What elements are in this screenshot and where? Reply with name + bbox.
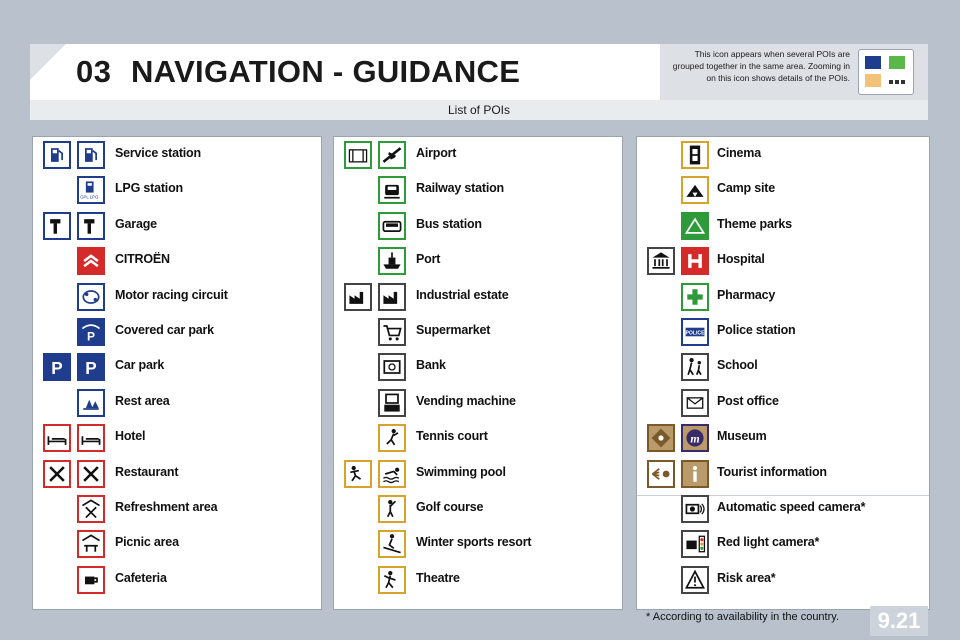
- poi-label: Airport: [416, 146, 457, 160]
- information-i-icon: [681, 460, 709, 488]
- poi-label: LPG station: [115, 181, 183, 196]
- rest-area-trees-icon: [77, 389, 105, 417]
- poi-row: [637, 351, 929, 386]
- poi-row: [33, 564, 321, 599]
- factory-icon: [344, 283, 372, 311]
- poi-label: Refreshment area: [115, 500, 218, 514]
- poi-row: [334, 281, 622, 316]
- skier-icon: [378, 530, 406, 558]
- poi-label: Service station: [115, 146, 201, 160]
- warning-triangle-icon: [681, 566, 709, 594]
- theme-park-icon: [681, 212, 709, 240]
- poi-cluster-icon: [858, 49, 914, 95]
- poi-label: Automatic speed camera*: [717, 500, 866, 514]
- poi-row: [637, 139, 929, 174]
- picnic-table-icon: [77, 530, 105, 558]
- poi-label: Swimming pool: [416, 464, 506, 479]
- poi-label: Bus station: [416, 216, 482, 231]
- poi-label: Vending machine: [416, 393, 516, 408]
- airport-terminal-icon: [344, 141, 372, 169]
- poi-row: [637, 245, 929, 280]
- poi-row: [33, 281, 321, 316]
- poi-row: [637, 174, 929, 209]
- poi-label: Supermarket: [416, 323, 491, 337]
- poi-row: [33, 493, 321, 528]
- parking-icon: [43, 353, 71, 381]
- footnote: * According to availability in the country.: [646, 611, 840, 623]
- poi-row: [334, 528, 622, 563]
- poi-row: [334, 174, 622, 209]
- poi-label: Winter sports resort: [416, 535, 532, 550]
- poi-label: Bank: [416, 358, 446, 373]
- cutlery-icon: [43, 460, 71, 488]
- poi-label: Hotel: [115, 429, 146, 444]
- poi-row: [33, 174, 321, 209]
- poi-label: Risk area*: [717, 570, 776, 585]
- lpg-pump-icon: [77, 176, 105, 204]
- poi-row: [33, 458, 321, 493]
- poi-column-2: [333, 136, 623, 610]
- poi-row: [334, 564, 622, 599]
- cutlery-icon: [77, 460, 105, 488]
- pharmacy-cross-icon: [681, 283, 709, 311]
- museum-m-icon: [681, 424, 709, 452]
- film-icon: [681, 141, 709, 169]
- poi-label: Cinema: [717, 146, 761, 160]
- poi-row: [637, 458, 929, 493]
- section-subtitle: List of POIs: [30, 100, 928, 120]
- poi-row: [637, 564, 929, 599]
- tourist-sight-icon: [647, 460, 675, 488]
- page-title: NAVIGATION - GUIDANCE: [131, 54, 521, 89]
- poi-column-1: [32, 136, 322, 610]
- poi-label: Garage: [115, 216, 157, 231]
- tent-icon: [681, 176, 709, 204]
- envelope-icon: [681, 389, 709, 417]
- poi-label: School: [717, 358, 758, 373]
- poi-label: Golf course: [416, 500, 484, 514]
- hammer-icon: [77, 212, 105, 240]
- poi-label: Covered car park: [115, 323, 214, 337]
- bus-icon: [378, 212, 406, 240]
- coffee-cup-icon: [77, 566, 105, 594]
- institution-icon: [647, 247, 675, 275]
- poi-row: [637, 422, 929, 457]
- poi-row: [334, 139, 622, 174]
- poi-row: [334, 493, 622, 528]
- poi-label: Cafeteria: [115, 570, 167, 585]
- poi-row: [637, 210, 929, 245]
- svg-text:POLICE: POLICE: [685, 330, 705, 337]
- hammer-icon: [43, 212, 71, 240]
- school-children-icon: [681, 353, 709, 381]
- poi-label: Theme parks: [717, 216, 792, 231]
- poi-row: [334, 422, 622, 457]
- bed-icon: [43, 424, 71, 452]
- bed-icon: [77, 424, 105, 452]
- poi-row: [637, 281, 929, 316]
- poi-label: Red light camera*: [717, 535, 820, 550]
- theatre-masks-icon: [378, 566, 406, 594]
- poi-row: [33, 210, 321, 245]
- poi-label: Picnic area: [115, 535, 179, 550]
- traffic-light-camera-icon: [681, 530, 709, 558]
- svg-text:P: P: [51, 358, 63, 379]
- bank-icon: [378, 353, 406, 381]
- poi-label: Restaurant: [115, 464, 179, 479]
- poi-label: Industrial estate: [416, 287, 509, 302]
- poi-label: Rest area: [115, 393, 170, 408]
- poi-label: Pharmacy: [717, 287, 776, 302]
- poi-row: [637, 493, 929, 528]
- airplane-icon: [378, 141, 406, 169]
- poi-row: [637, 387, 929, 422]
- fuel-pump-icon: [77, 141, 105, 169]
- sports-icon: [344, 460, 372, 488]
- poi-label: Railway station: [416, 181, 504, 196]
- museum-diamond-icon: [647, 424, 675, 452]
- poi-label: Museum: [717, 429, 767, 444]
- racing-circuit-icon: [77, 283, 105, 311]
- poi-label: Port: [416, 252, 441, 267]
- poi-row: [33, 528, 321, 563]
- svg-text:GPL LPG: GPL LPG: [80, 194, 99, 200]
- parking-icon: [77, 353, 105, 381]
- poi-row: [33, 351, 321, 386]
- speed-camera-icon: [681, 495, 709, 523]
- shopping-cart-icon: [378, 318, 406, 346]
- poi-row: [33, 316, 321, 351]
- refreshment-cutlery-icon: [77, 495, 105, 523]
- svg-text:P: P: [85, 358, 97, 379]
- poi-label: Car park: [115, 358, 165, 373]
- svg-text:P: P: [86, 329, 96, 344]
- poi-row: [334, 387, 622, 422]
- poi-label: Post office: [717, 393, 779, 408]
- poi-row: [33, 422, 321, 457]
- poi-row: [637, 528, 929, 563]
- poi-label: Hospital: [717, 252, 765, 267]
- poi-row: [33, 139, 321, 174]
- page-number: 9.21: [870, 606, 928, 636]
- poi-label: Camp site: [717, 181, 775, 196]
- poi-label: Police station: [717, 323, 796, 337]
- poi-row: [637, 316, 929, 351]
- poi-label: Tennis court: [416, 429, 488, 444]
- cluster-note: This icon appears when several POIs are grouped together in the same area. Zooming in on this icon shows details of the POIs.: [672, 49, 850, 83]
- cash-machine-icon: [378, 389, 406, 417]
- poi-row: [334, 210, 622, 245]
- poi-label: CITROËN: [115, 252, 170, 267]
- poi-row: [334, 316, 622, 351]
- poi-row: [33, 387, 321, 422]
- golfer-icon: [378, 495, 406, 523]
- hospital-h-icon: [681, 247, 709, 275]
- swimmer-icon: [378, 460, 406, 488]
- train-icon: [378, 176, 406, 204]
- ship-icon: [378, 247, 406, 275]
- svg-text:m: m: [690, 431, 700, 446]
- poi-row: [334, 458, 622, 493]
- chapter-number: 03: [76, 54, 112, 89]
- factory-icon: [378, 283, 406, 311]
- poi-row: [334, 245, 622, 280]
- citroen-chevrons-icon: [77, 247, 105, 275]
- tennis-player-icon: [378, 424, 406, 452]
- poi-label: Theatre: [416, 570, 460, 585]
- covered-parking-icon: [77, 318, 105, 346]
- poi-row: [33, 245, 321, 280]
- poi-label: Motor racing circuit: [115, 287, 228, 302]
- poi-row: [334, 351, 622, 386]
- poi-label: Tourist information: [717, 464, 827, 479]
- fuel-pump-icon: [43, 141, 71, 169]
- poi-column-3: [636, 136, 930, 610]
- police-badge-icon: [681, 318, 709, 346]
